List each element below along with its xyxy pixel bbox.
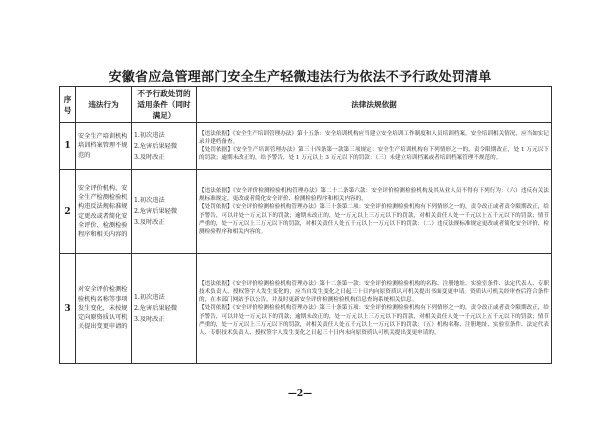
row-number: 3 bbox=[60, 254, 76, 364]
penalty-exemption-table bbox=[59, 86, 552, 364]
condition-item: 1.初次违法 bbox=[134, 131, 165, 139]
condition-cell bbox=[132, 254, 197, 364]
document-title: 安徽省应急管理部门安全生产轻微违法行为依法不予行政处罚清单 bbox=[108, 70, 492, 85]
law-cell bbox=[197, 170, 552, 254]
condition-item: 3.及时改正 bbox=[134, 153, 165, 161]
condition-cell bbox=[132, 170, 197, 254]
violation-basis: 【违法依据】《安全生产培训管理办法》第十五条：安全培训机构应当建立安全培训工作制度和人员培训档案。安全培训相关情况，应当如实记录并建档备查。 bbox=[199, 130, 549, 145]
condition-cell bbox=[132, 123, 197, 170]
table-row bbox=[60, 170, 552, 254]
violation-basis: 【违法依据】《安全评价检测检验机构管理办法》第十二条第一款：安全评价检测检验机构的名称、注册地址、实验室条件、法定代表人、专职技术负责人、授权签字人发生变化的，应当自发生变化之日起三十日内向原资质认可机关提出书面变更申请。资质认可机关经审查后符合条件的，在本部门网站予以公告，并及时更新安全评价检测检验机构信息查询系统相关信息。 bbox=[199, 280, 549, 304]
header-law: 法律法规依据 bbox=[197, 87, 552, 123]
penalty-basis: 【处罚依据】《安全评价检测检验机构管理办法》第三十条第二项：安全评价检测检验机构有下列情形之一的，责令改正或者责令限期改正，给予警告，可以并处一万元以下的罚款；逾期未改正的，处一万元以上三万元以下的罚款，对相关责任人处一千元以上五千元以下的罚款；情节严重的，处一万元以上三万元以下的罚款，对相关责任人处五千元以上一万元以下的罚款：（二）违反法规标准规定更改或者简化安全评价、检测检验程序和相关内容的。 bbox=[199, 204, 549, 235]
table-header-row bbox=[60, 87, 552, 123]
penalty-basis: 【处罚依据】《安全生产培训管理办法》第三十四条第一款第三项规定：安全生产培训机构有下列情形之一的，责令限期改正，处 1 万元以下的罚款；逾期未改正的，给予警告，处 1 万元以上 3 万元以下的罚款：（三）未建立培训档案或者培训档案管理不规范的。 bbox=[199, 147, 549, 162]
violation-cell: 安全评价机构、安全生产检测检验机构违反法规标准规定更改或者简化安全评价、检测检验程序和相关内容的 bbox=[76, 170, 132, 254]
law-cell bbox=[197, 254, 552, 364]
violation-cell: 安全生产培训机构培训档案管理不规范的 bbox=[76, 123, 132, 170]
condition-item: 2.危害后果轻微 bbox=[134, 208, 178, 215]
table-row bbox=[60, 123, 552, 170]
page-number: —2— bbox=[287, 389, 313, 399]
condition-item: 3.及时改正 bbox=[134, 219, 165, 226]
header-no: 序号 bbox=[60, 87, 76, 123]
condition-item: 2.危害后果轻微 bbox=[134, 142, 178, 150]
row-number: 2 bbox=[60, 170, 76, 254]
condition-item: 2.危害后果轻微 bbox=[134, 305, 178, 312]
row-number: 1 bbox=[60, 123, 76, 170]
violation-cell: 对安全评价检测检验机构名称等事项发生变化，未按规定向原资质认可机关提出变更申请的 bbox=[76, 254, 132, 364]
penalty-basis: 【处罚依据】《安全评价检测检验机构管理办法》第三十条第五项：安全评价检测检验机构有下列情形之一的，责令改正或者责令限期改正，给予警告，可以并处一万元以下的罚款；逾期未改正的，处一万元以上三万元以下的罚款，对相关责任人处一千元以上五千元以下的罚款；情节严重的，处一万元以上三万元以下的罚款，对相关责任人处五千元以上一万元以下的罚款：（五）机构名称、注册地址、实验室条件、法定代表人、专职技术负责人、授权签字人发生变化之日起三十日内未向原资质认可机关提出变更申请的。 bbox=[199, 305, 549, 336]
condition-item: 3.及时改正 bbox=[134, 316, 165, 323]
table-row bbox=[60, 254, 552, 364]
header-violation: 违法行为 bbox=[76, 87, 132, 123]
condition-item: 1.初次违法 bbox=[134, 294, 165, 301]
header-condition: 不予行政处罚的适用条件（同时满足） bbox=[132, 87, 197, 123]
law-cell bbox=[197, 123, 552, 170]
condition-item: 1.初次违法 bbox=[134, 197, 165, 204]
violation-basis: 【违法依据】《安全评价检测检验机构管理办法》第二十二条第六款：安全评价检测检验机构及其从业人员不得有下列行为：（六）违反有关法规标准规定，更改或者简化安全评价、检测检验程序和相关内容的。 bbox=[199, 187, 549, 203]
